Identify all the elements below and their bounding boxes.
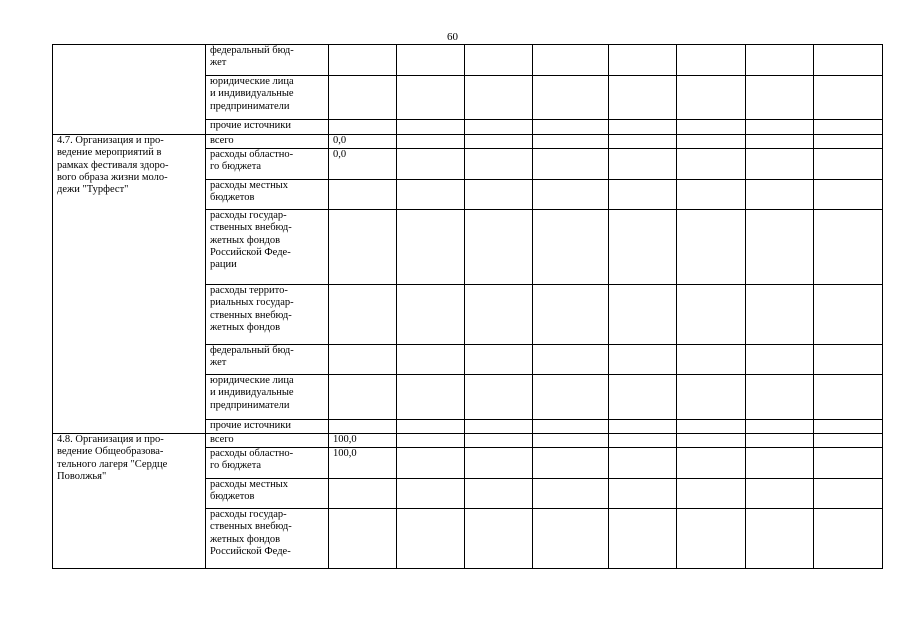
value-cell: 100,0 <box>329 448 397 479</box>
value-cell <box>329 210 397 285</box>
source-label: расходы областно- го бюджета <box>210 149 294 173</box>
empty-cell <box>609 509 677 569</box>
source-cell <box>206 345 329 375</box>
empty-cell <box>677 180 746 210</box>
empty-cell <box>677 210 746 285</box>
empty-cell <box>465 180 533 210</box>
empty-cell <box>609 420 677 434</box>
source-cell <box>206 420 329 434</box>
empty-cell <box>533 345 609 375</box>
empty-cell <box>609 210 677 285</box>
activity-title: 4.8. Организация и про- ведение Общеобразова- тельного лагеря "Сердце Поволжья" <box>57 434 168 482</box>
empty-cell <box>814 434 883 448</box>
empty-cell <box>814 149 883 180</box>
source-cell <box>206 375 329 420</box>
empty-cell <box>609 345 677 375</box>
value-cell: 0,0 <box>329 149 397 180</box>
empty-cell <box>814 76 883 120</box>
empty-cell <box>746 45 814 76</box>
page-number: 60 <box>447 31 458 43</box>
source-label: расходы государ- ственных внебюд- жетных фондов Российской Феде- <box>210 509 292 557</box>
empty-cell <box>814 509 883 569</box>
table-row <box>53 434 883 448</box>
empty-cell <box>814 345 883 375</box>
empty-cell <box>465 375 533 420</box>
empty-cell <box>397 180 465 210</box>
empty-cell <box>465 45 533 76</box>
empty-cell <box>609 285 677 345</box>
source-label: юридические лица и индивидуальные предприниматели <box>210 375 294 411</box>
empty-cell <box>533 135 609 149</box>
empty-cell <box>397 149 465 180</box>
empty-cell <box>677 345 746 375</box>
empty-cell <box>533 479 609 509</box>
empty-cell <box>746 285 814 345</box>
table-row <box>53 45 883 76</box>
empty-cell <box>814 120 883 135</box>
empty-cell <box>465 210 533 285</box>
empty-cell <box>814 210 883 285</box>
table-row <box>53 135 883 149</box>
empty-cell <box>677 135 746 149</box>
source-label: юридические лица и индивидуальные предприниматели <box>210 76 294 112</box>
empty-cell <box>814 479 883 509</box>
empty-cell <box>465 434 533 448</box>
empty-cell <box>465 448 533 479</box>
empty-cell <box>397 375 465 420</box>
empty-cell <box>533 448 609 479</box>
empty-cell <box>465 135 533 149</box>
empty-cell <box>814 285 883 345</box>
empty-cell <box>465 509 533 569</box>
empty-cell <box>677 434 746 448</box>
source-cell <box>206 135 329 149</box>
value-cell: 0,0 <box>329 135 397 149</box>
value-cell <box>329 45 397 76</box>
empty-cell <box>397 434 465 448</box>
empty-cell <box>533 285 609 345</box>
empty-cell <box>746 120 814 135</box>
empty-cell <box>814 45 883 76</box>
empty-cell <box>465 285 533 345</box>
empty-cell <box>609 180 677 210</box>
empty-cell <box>397 76 465 120</box>
value-cell <box>329 180 397 210</box>
source-label: прочие источники <box>210 120 291 131</box>
empty-cell <box>677 420 746 434</box>
empty-cell <box>677 285 746 345</box>
empty-cell <box>533 120 609 135</box>
source-cell <box>206 180 329 210</box>
empty-cell <box>677 45 746 76</box>
empty-cell <box>814 420 883 434</box>
empty-cell <box>397 448 465 479</box>
source-cell <box>206 434 329 448</box>
source-label: всего <box>210 135 234 146</box>
empty-cell <box>465 149 533 180</box>
empty-cell <box>533 420 609 434</box>
empty-cell <box>677 76 746 120</box>
source-label: прочие источники <box>210 420 291 431</box>
value-cell <box>329 375 397 420</box>
empty-cell <box>533 509 609 569</box>
empty-cell <box>465 345 533 375</box>
empty-cell <box>397 210 465 285</box>
activity-description <box>53 434 206 569</box>
source-cell <box>206 76 329 120</box>
empty-cell <box>465 479 533 509</box>
empty-cell <box>533 210 609 285</box>
empty-cell <box>814 448 883 479</box>
source-cell <box>206 210 329 285</box>
empty-cell <box>677 448 746 479</box>
empty-cell <box>609 45 677 76</box>
empty-cell <box>609 448 677 479</box>
source-label: федеральный бюд- жет <box>210 45 294 69</box>
empty-cell <box>746 149 814 180</box>
empty-cell <box>814 135 883 149</box>
budget-table <box>52 44 883 569</box>
value-cell <box>329 285 397 345</box>
empty-cell <box>609 149 677 180</box>
value-cell <box>329 120 397 135</box>
empty-cell <box>746 345 814 375</box>
value-cell <box>329 345 397 375</box>
empty-cell <box>746 448 814 479</box>
empty-cell <box>746 135 814 149</box>
empty-cell <box>397 345 465 375</box>
empty-cell <box>465 420 533 434</box>
source-cell <box>206 509 329 569</box>
source-label: всего <box>210 434 234 445</box>
empty-cell <box>533 76 609 120</box>
empty-cell <box>746 375 814 420</box>
source-label: расходы местных бюджетов <box>210 479 288 503</box>
value-cell <box>329 509 397 569</box>
empty-cell <box>746 434 814 448</box>
source-label: федеральный бюд- жет <box>210 345 294 369</box>
empty-cell <box>677 509 746 569</box>
source-cell <box>206 149 329 180</box>
value-cell: 100,0 <box>329 434 397 448</box>
empty-cell <box>533 375 609 420</box>
empty-cell <box>609 375 677 420</box>
empty-cell <box>746 76 814 120</box>
empty-cell <box>465 76 533 120</box>
value-cell <box>329 420 397 434</box>
empty-cell <box>397 135 465 149</box>
empty-cell <box>609 434 677 448</box>
empty-cell <box>609 135 677 149</box>
source-label: расходы террито- риальных государ- ственных внебюд- жетных фондов <box>210 285 294 333</box>
empty-cell <box>746 210 814 285</box>
value-cell <box>329 76 397 120</box>
empty-cell <box>677 120 746 135</box>
source-label: расходы государ- ственных внебюд- жетных фондов Российской Феде- рации <box>210 210 292 271</box>
empty-cell <box>397 479 465 509</box>
empty-cell <box>533 180 609 210</box>
source-label: расходы областно- го бюджета <box>210 448 294 472</box>
source-cell <box>206 285 329 345</box>
empty-cell <box>533 45 609 76</box>
empty-cell <box>746 180 814 210</box>
empty-cell <box>677 375 746 420</box>
activity-title: 4.7. Организация и про- ведение мероприятий в рамках фестиваля здоро- вого образа жизни моло- дежи "Турфест" <box>57 135 169 196</box>
source-label: расходы местных бюджетов <box>210 180 288 204</box>
source-cell <box>206 120 329 135</box>
source-cell <box>206 45 329 76</box>
empty-cell <box>533 434 609 448</box>
empty-cell <box>533 149 609 180</box>
activity-description <box>53 135 206 434</box>
empty-cell <box>397 509 465 569</box>
empty-cell <box>746 479 814 509</box>
empty-cell <box>397 420 465 434</box>
empty-cell <box>746 420 814 434</box>
empty-cell <box>397 120 465 135</box>
empty-cell <box>397 45 465 76</box>
empty-cell <box>814 180 883 210</box>
empty-cell <box>746 509 814 569</box>
source-cell <box>206 448 329 479</box>
empty-cell <box>397 285 465 345</box>
empty-cell <box>609 76 677 120</box>
empty-cell <box>677 149 746 180</box>
empty-cell <box>677 479 746 509</box>
empty-cell <box>465 120 533 135</box>
empty-cell <box>609 479 677 509</box>
activity-description <box>53 45 206 135</box>
empty-cell <box>814 375 883 420</box>
value-cell <box>329 479 397 509</box>
source-cell <box>206 479 329 509</box>
empty-cell <box>609 120 677 135</box>
